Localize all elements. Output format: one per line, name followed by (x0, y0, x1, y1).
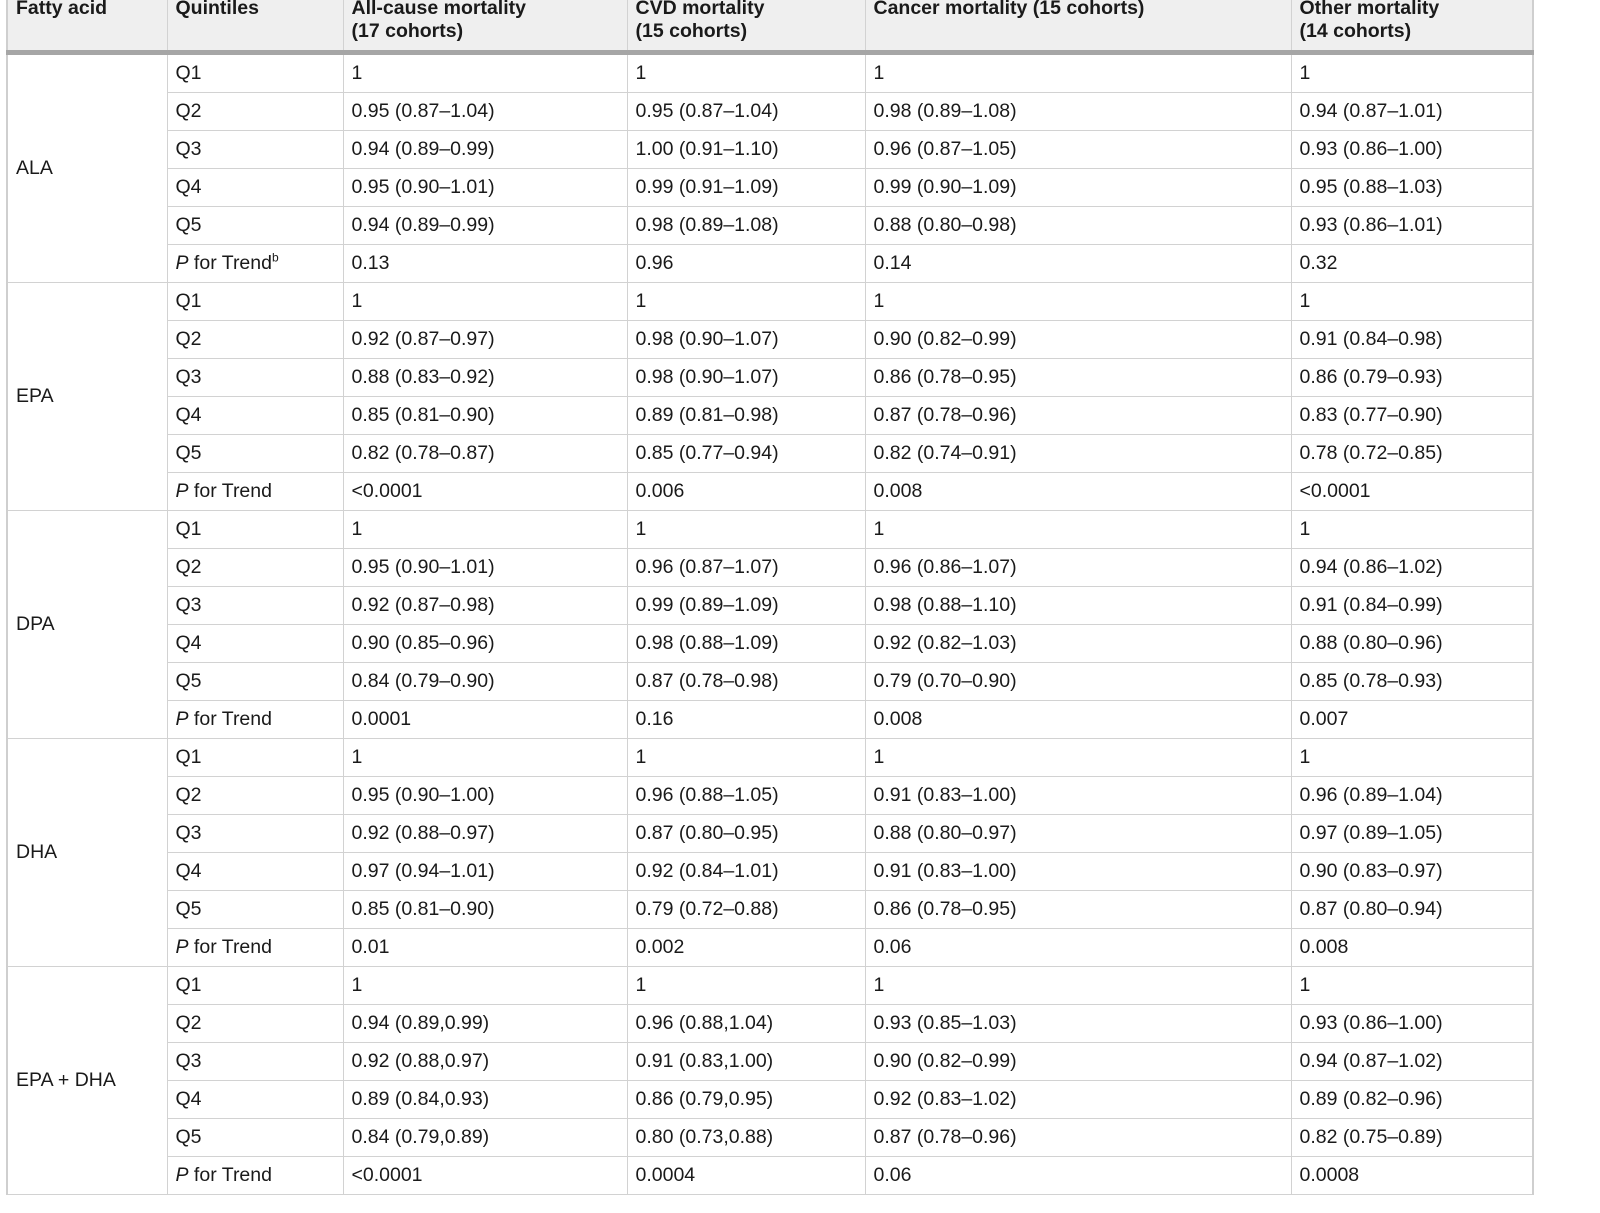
table-row (7, 207, 1533, 245)
other-cell: 0.93 (0.86–1.00) (1291, 1005, 1533, 1043)
cancer-cell: 0.96 (0.86–1.07) (865, 549, 1291, 587)
quintile-cell: Q3 (167, 359, 343, 397)
other-cell: 0.94 (0.87–1.01) (1291, 93, 1533, 131)
for-trend-label: for Trend (188, 252, 272, 274)
table-row (7, 663, 1533, 701)
other-cell: <0.0001 (1291, 473, 1533, 511)
table-row (7, 853, 1533, 891)
all-cause-cell: 0.01 (343, 929, 627, 967)
other-cell: 0.91 (0.84–0.99) (1291, 587, 1533, 625)
quintile-cell: Q2 (167, 321, 343, 359)
quintile-cell: Q5 (167, 207, 343, 245)
cvd-cell: 0.96 (627, 245, 865, 283)
for-trend-label: for Trend (188, 1164, 272, 1186)
quintile-cell: Q5 (167, 663, 343, 701)
other-cell: 0.97 (0.89–1.05) (1291, 815, 1533, 853)
table-row (7, 93, 1533, 131)
quintile-cell: Q4 (167, 853, 343, 891)
table-row (7, 701, 1533, 739)
other-cell: 0.90 (0.83–0.97) (1291, 853, 1533, 891)
footnote-marker: b (271, 250, 279, 265)
all-cause-cell: 0.13 (343, 245, 627, 283)
table-row (7, 131, 1533, 169)
cancer-cell: 0.06 (865, 929, 1291, 967)
all-cause-cell: <0.0001 (343, 473, 627, 511)
other-cell: 0.89 (0.82–0.96) (1291, 1081, 1533, 1119)
other-cell: 0.83 (0.77–0.90) (1291, 397, 1533, 435)
all-cause-cell: 0.97 (0.94–1.01) (343, 853, 627, 891)
cvd-cell: 0.96 (0.88,1.04) (627, 1005, 865, 1043)
quintile-cell: Q4 (167, 625, 343, 663)
all-cause-cell: 1 (343, 511, 627, 549)
table-row (7, 359, 1533, 397)
other-cell: 0.91 (0.84–0.98) (1291, 321, 1533, 359)
cancer-cell: 0.88 (0.80–0.97) (865, 815, 1291, 853)
all-cause-cell: 0.92 (0.88–0.97) (343, 815, 627, 853)
cancer-cell: 0.88 (0.80–0.98) (865, 207, 1291, 245)
cancer-cell: 0.87 (0.78–0.96) (865, 397, 1291, 435)
table-row (7, 511, 1533, 549)
table-row (7, 929, 1533, 967)
all-cause-cell: 0.85 (0.81–0.90) (343, 891, 627, 929)
quintile-cell: Q5 (167, 891, 343, 929)
table-header (7, 0, 1533, 53)
header-cancer: Cancer mortality (15 cohorts) (865, 0, 1291, 53)
quintile-cell (167, 929, 343, 967)
all-cause-cell: 0.92 (0.87–0.98) (343, 587, 627, 625)
table-container (6, 0, 1532, 1195)
fatty-acid-cell: EPA (7, 283, 167, 511)
other-cell: 1 (1291, 53, 1533, 93)
cvd-cell: 0.006 (627, 473, 865, 511)
cvd-cell: 0.96 (0.87–1.07) (627, 549, 865, 587)
cvd-cell: 0.98 (0.90–1.07) (627, 321, 865, 359)
cvd-cell: 0.95 (0.87–1.04) (627, 93, 865, 131)
cvd-cell: 0.002 (627, 929, 865, 967)
all-cause-cell: 0.94 (0.89–0.99) (343, 131, 627, 169)
table-row (7, 1157, 1533, 1195)
quintile-cell: Q3 (167, 131, 343, 169)
quintile-cell: Q2 (167, 777, 343, 815)
p-label: P (175, 708, 189, 730)
cancer-cell: 0.87 (0.78–0.96) (865, 1119, 1291, 1157)
table-row (7, 435, 1533, 473)
p-label: P (175, 936, 189, 958)
all-cause-cell: 1 (343, 53, 627, 93)
fatty-acid-cell: EPA + DHA (7, 967, 167, 1195)
cvd-cell: 0.16 (627, 701, 865, 739)
cvd-cell: 1.00 (0.91–1.10) (627, 131, 865, 169)
all-cause-cell: 0.84 (0.79–0.90) (343, 663, 627, 701)
header-cvd: CVD mortality (15 cohorts) (627, 0, 865, 53)
all-cause-cell: 1 (343, 739, 627, 777)
fatty-acid-cell: ALA (7, 53, 167, 283)
all-cause-cell: 0.84 (0.79,0.89) (343, 1119, 627, 1157)
other-cell: 0.93 (0.86–1.00) (1291, 131, 1533, 169)
header-all-cause: All-cause mortality (17 cohorts) (343, 0, 627, 53)
quintile-cell: Q2 (167, 1005, 343, 1043)
other-cell: 0.94 (0.87–1.02) (1291, 1043, 1533, 1081)
cancer-cell: 1 (865, 283, 1291, 321)
cancer-cell: 0.14 (865, 245, 1291, 283)
all-cause-cell: 0.90 (0.85–0.96) (343, 625, 627, 663)
p-label: P (175, 480, 189, 502)
all-cause-cell: 0.0001 (343, 701, 627, 739)
all-cause-cell: 0.82 (0.78–0.87) (343, 435, 627, 473)
table-row (7, 777, 1533, 815)
quintile-cell (167, 1157, 343, 1195)
quintile-cell: Q4 (167, 397, 343, 435)
other-cell: 0.008 (1291, 929, 1533, 967)
all-cause-cell: 0.88 (0.83–0.92) (343, 359, 627, 397)
quintile-cell: Q2 (167, 549, 343, 587)
table-row (7, 1043, 1533, 1081)
cancer-cell: 0.98 (0.88–1.10) (865, 587, 1291, 625)
quintile-cell: Q1 (167, 511, 343, 549)
all-cause-cell: 0.94 (0.89–0.99) (343, 207, 627, 245)
cvd-cell: 0.86 (0.79,0.95) (627, 1081, 865, 1119)
other-cell: 1 (1291, 283, 1533, 321)
cancer-cell: 0.90 (0.82–0.99) (865, 1043, 1291, 1081)
quintile-cell: Q2 (167, 93, 343, 131)
fatty-acid-cell: DHA (7, 739, 167, 967)
all-cause-cell: 1 (343, 967, 627, 1005)
table-row (7, 1119, 1533, 1157)
cancer-cell: 0.008 (865, 701, 1291, 739)
other-cell: 0.94 (0.86–1.02) (1291, 549, 1533, 587)
cvd-cell: 1 (627, 511, 865, 549)
quintile-cell: Q5 (167, 435, 343, 473)
table-row (7, 587, 1533, 625)
table-row (7, 1005, 1533, 1043)
cvd-cell: 0.89 (0.81–0.98) (627, 397, 865, 435)
all-cause-cell: 0.95 (0.90–1.01) (343, 549, 627, 587)
cancer-cell: 0.79 (0.70–0.90) (865, 663, 1291, 701)
table-row (7, 549, 1533, 587)
all-cause-cell: 0.95 (0.90–1.01) (343, 169, 627, 207)
cancer-cell: 1 (865, 967, 1291, 1005)
table-row (7, 283, 1533, 321)
fatty-acid-cell: DPA (7, 511, 167, 739)
for-trend-label: for Trend (188, 936, 272, 958)
table-row (7, 245, 1533, 283)
table-body (7, 53, 1533, 1195)
all-cause-cell: 0.94 (0.89,0.99) (343, 1005, 627, 1043)
header-quintiles: Quintiles (167, 0, 343, 53)
table-row (7, 321, 1533, 359)
quintile-cell: Q3 (167, 815, 343, 853)
p-label: P (175, 252, 189, 274)
other-cell: 0.78 (0.72–0.85) (1291, 435, 1533, 473)
cancer-cell: 0.92 (0.82–1.03) (865, 625, 1291, 663)
cancer-cell: 1 (865, 53, 1291, 93)
quintile-cell: Q3 (167, 1043, 343, 1081)
cancer-cell: 0.93 (0.85–1.03) (865, 1005, 1291, 1043)
table-row (7, 473, 1533, 511)
other-cell: 0.88 (0.80–0.96) (1291, 625, 1533, 663)
table-row (7, 625, 1533, 663)
other-cell: 1 (1291, 739, 1533, 777)
cvd-cell: 0.79 (0.72–0.88) (627, 891, 865, 929)
table-row (7, 397, 1533, 435)
other-cell: 1 (1291, 511, 1533, 549)
cvd-cell: 0.0004 (627, 1157, 865, 1195)
all-cause-cell: 1 (343, 283, 627, 321)
other-cell: 0.96 (0.89–1.04) (1291, 777, 1533, 815)
for-trend-label: for Trend (188, 708, 272, 730)
cancer-cell: 0.91 (0.83–1.00) (865, 777, 1291, 815)
cvd-cell: 0.99 (0.89–1.09) (627, 587, 865, 625)
cvd-cell: 0.92 (0.84–1.01) (627, 853, 865, 891)
header-fatty-acid: Fatty acid (7, 0, 167, 53)
quintile-cell: Q1 (167, 967, 343, 1005)
quintile-cell: Q4 (167, 169, 343, 207)
cvd-cell: 0.99 (0.91–1.09) (627, 169, 865, 207)
other-cell: 0.86 (0.79–0.93) (1291, 359, 1533, 397)
other-cell: 0.32 (1291, 245, 1533, 283)
cvd-cell: 0.80 (0.73,0.88) (627, 1119, 865, 1157)
cvd-cell: 0.91 (0.83,1.00) (627, 1043, 865, 1081)
cancer-cell: 0.86 (0.78–0.95) (865, 359, 1291, 397)
cvd-cell: 1 (627, 283, 865, 321)
cvd-cell: 0.87 (0.78–0.98) (627, 663, 865, 701)
cancer-cell: 0.06 (865, 1157, 1291, 1195)
header-row (7, 0, 1533, 53)
cvd-cell: 1 (627, 739, 865, 777)
all-cause-cell: 0.92 (0.88,0.97) (343, 1043, 627, 1081)
cvd-cell: 0.98 (0.88–1.09) (627, 625, 865, 663)
cvd-cell: 0.98 (0.90–1.07) (627, 359, 865, 397)
quintile-cell: Q1 (167, 283, 343, 321)
other-cell: 0.87 (0.80–0.94) (1291, 891, 1533, 929)
quintile-cell: Q1 (167, 53, 343, 93)
quintile-cell (167, 473, 343, 511)
cancer-cell: 1 (865, 511, 1291, 549)
header-other: Other mortality (14 cohorts) (1291, 0, 1533, 53)
other-cell: 0.007 (1291, 701, 1533, 739)
other-cell: 0.82 (0.75–0.89) (1291, 1119, 1533, 1157)
cancer-cell: 0.86 (0.78–0.95) (865, 891, 1291, 929)
table-row (7, 739, 1533, 777)
cancer-cell: 0.99 (0.90–1.09) (865, 169, 1291, 207)
cancer-cell: 0.96 (0.87–1.05) (865, 131, 1291, 169)
table-row (7, 169, 1533, 207)
other-cell: 0.0008 (1291, 1157, 1533, 1195)
all-cause-cell: 0.95 (0.90–1.00) (343, 777, 627, 815)
cancer-cell: 0.008 (865, 473, 1291, 511)
table-row (7, 891, 1533, 929)
other-cell: 0.93 (0.86–1.01) (1291, 207, 1533, 245)
all-cause-cell: 0.85 (0.81–0.90) (343, 397, 627, 435)
cvd-cell: 0.98 (0.89–1.08) (627, 207, 865, 245)
table-row (7, 1081, 1533, 1119)
table-row (7, 53, 1533, 93)
cancer-cell: 0.91 (0.83–1.00) (865, 853, 1291, 891)
other-cell: 0.95 (0.88–1.03) (1291, 169, 1533, 207)
quintile-cell: Q4 (167, 1081, 343, 1119)
cancer-cell: 0.82 (0.74–0.91) (865, 435, 1291, 473)
cvd-cell: 0.85 (0.77–0.94) (627, 435, 865, 473)
p-label: P (175, 1164, 189, 1186)
all-cause-cell: 0.92 (0.87–0.97) (343, 321, 627, 359)
all-cause-cell: 0.89 (0.84,0.93) (343, 1081, 627, 1119)
quintile-cell: Q3 (167, 587, 343, 625)
all-cause-cell: 0.95 (0.87–1.04) (343, 93, 627, 131)
cvd-cell: 1 (627, 967, 865, 1005)
cvd-cell: 1 (627, 53, 865, 93)
all-cause-cell: <0.0001 (343, 1157, 627, 1195)
cancer-cell: 0.90 (0.82–0.99) (865, 321, 1291, 359)
other-cell: 0.85 (0.78–0.93) (1291, 663, 1533, 701)
cancer-cell: 0.98 (0.89–1.08) (865, 93, 1291, 131)
cancer-cell: 1 (865, 739, 1291, 777)
cancer-cell: 0.92 (0.83–1.02) (865, 1081, 1291, 1119)
table-row (7, 815, 1533, 853)
for-trend-label: for Trend (188, 480, 272, 502)
quintile-cell (167, 245, 343, 283)
quintile-cell: Q1 (167, 739, 343, 777)
other-cell: 1 (1291, 967, 1533, 1005)
cvd-cell: 0.87 (0.80–0.95) (627, 815, 865, 853)
quintile-cell: Q5 (167, 1119, 343, 1157)
results-table (6, 0, 1534, 1195)
quintile-cell (167, 701, 343, 739)
cvd-cell: 0.96 (0.88–1.05) (627, 777, 865, 815)
table-row (7, 967, 1533, 1005)
